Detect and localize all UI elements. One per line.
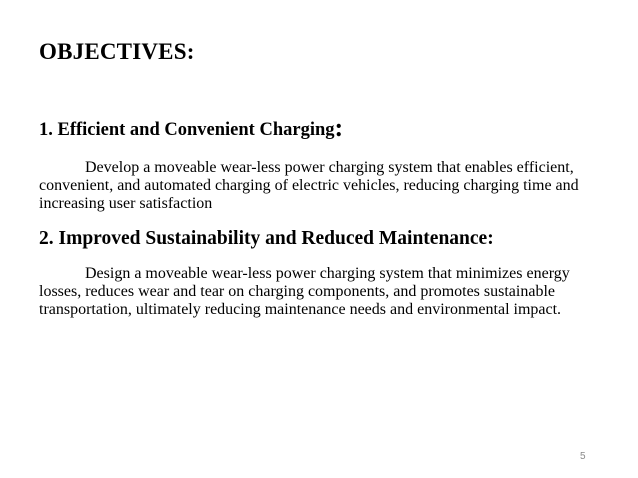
objective-2-heading: 2. Improved Sustainability and Reduced Maintenance:: [39, 228, 494, 249]
slide-title: OBJECTIVES:: [39, 39, 195, 64]
objective-1-heading-text: 1. Efficient and Convenient Charging: [39, 120, 335, 140]
objective-1-heading: [39, 113, 343, 143]
objective-2-body: Design a moveable wear-less power charging system that minimizes energy losses, reduces wear and tear on charging components, and promotes sustainable transportation, ultimately reducing maintenance needs and environmental impact.: [39, 265, 570, 318]
objective-1-heading-colon: :: [334, 113, 344, 142]
page-number: 5: [580, 451, 586, 462]
objective-1-body: Develop a moveable wear-less power charging system that enables efficient, convenient, and automated charging of electric vehicles, reducing charging time and increasing user satisfaction: [39, 159, 579, 212]
